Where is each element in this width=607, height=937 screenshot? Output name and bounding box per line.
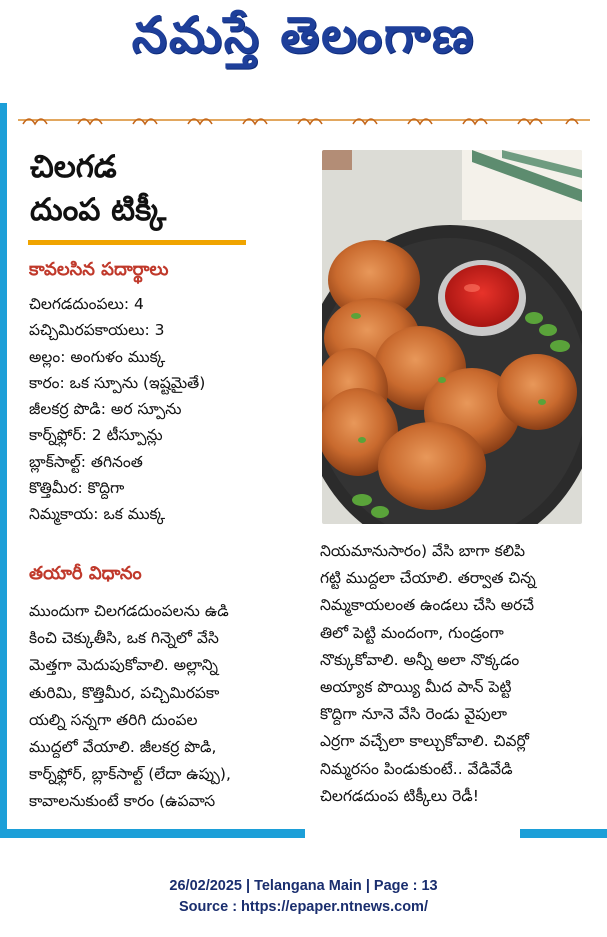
method-line: నియమానుసారం) వేసి బాగా కలిపి [320,542,526,560]
method-text-left [29,598,314,816]
ingredient-item: కారం: ఒక స్పూను (ఇష్టమైతే) [29,373,206,392]
method-line: గట్టి ముద్దలా చేయాలి. తర్వాత చిన్న [320,569,536,588]
ingredient-item: పచ్చిమిరపకాయలు: 3 [29,321,165,340]
ingredients-heading: కావలసిన పదార్థాలు [29,259,169,280]
decorative-top-border [18,113,590,127]
method-heading: తయారీ విధానం [29,563,142,584]
source-link[interactable]: Source : https://epaper.ntnews.com/ [179,899,428,915]
ingredient-item: కార్న్‌ఫ్లోర్: 2 టీస్పూన్లు [29,426,163,445]
ingredient-item: అల్లం: అంగుళం ముక్క [29,347,166,366]
method-text-right [320,538,600,810]
ingredient-item: జీలకర్ర పొడి: అర స్పూను [29,400,182,419]
method-line: తురిమి, కొత్తిమీర, పచ్చిమిరపకా [29,683,220,702]
bottom-border-rule-right [520,829,607,838]
method-line: నిమ్మకాయలంత ఉండలు చేసి అరచే [320,596,535,615]
method-line: యల్ని సన్నగా తరిగి దుంపల [29,710,198,729]
ingredients-list [29,291,319,528]
method-line: అయ్యాక పొయ్యి మీద పాన్ పెట్టి [320,678,512,697]
newspaper-logo: నమస్తే తెలంగాణ [131,6,476,64]
method-line: నొక్కుకోవాలి. అన్నీ అలా నొక్కడం [320,650,520,669]
method-line: తిలో పెట్టి మందంగా, గుండ్రంగా [320,623,504,642]
headline-line-2: దుంప టిక్కీ [30,192,167,228]
method-line: నిమ్మరసం పిండుకుంటే.. వేడివేడి [320,759,513,778]
ingredient-item: కొత్తిమీర: కొద్దిగా [29,479,125,498]
article-headline [30,146,166,232]
method-line: కార్న్‌ఫ్లోర్, బ్లాక్‌సాల్ట్ (లేదా ఉప్పు), [29,765,231,784]
method-line: చిలగడదుంప టిక్కీలు రెడీ! [320,786,479,805]
method-line: ముద్దలో వేయాలి. జీలకర్ర పొడి, [29,738,217,757]
page-footer [0,876,607,918]
tikki-photo [322,150,582,524]
ingredient-item: చిలగడదుంపలు: 4 [29,295,144,313]
headline-underline [28,240,246,245]
ingredient-item: బ్లాక్‌సాల్ట్: తగినంత [29,452,143,471]
ingredient-item: నిమ్మకాయ: ఒక ముక్క [29,505,166,524]
bottom-border-rule-left [0,829,305,838]
edition-info: 26/02/2025 | Telangana Main | Page : 13 [169,878,438,894]
method-line: కావాలనుకుంటే కారం (ఉపవాస [29,792,216,811]
method-line: ముందుగా చిలగడదుంపలను ఉడి [29,602,229,620]
masthead [0,0,607,100]
left-border-rule [0,103,7,838]
method-line: కించి చెక్కుతీసి, ఒక గిన్నెలో వేసి [29,629,219,648]
method-line: ఎర్రగా వచ్చేలా కాల్చుకోవాలి. చివర్లో [320,732,529,751]
method-line: కొద్దిగా నూనె వేసి రెండు వైపులా [320,705,507,724]
headline-line-1: చిలగడ [30,149,117,185]
method-line: మెత్తగా మెదుపుకోవాలి. అల్లాన్ని [29,656,218,675]
